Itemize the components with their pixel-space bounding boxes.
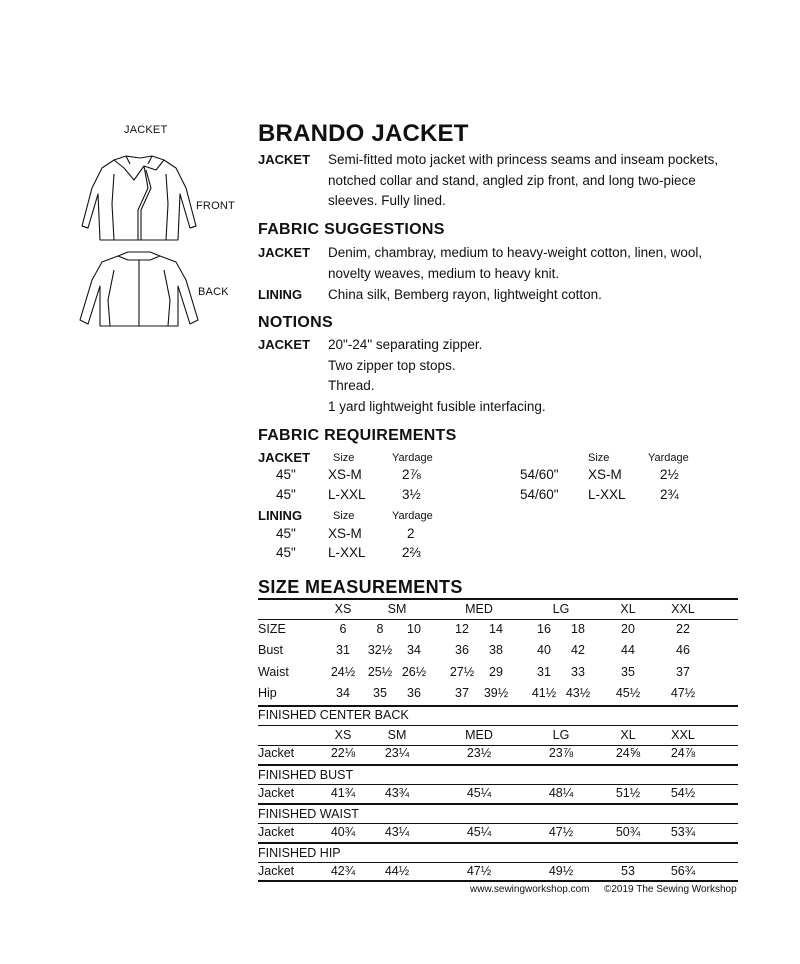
table-cell: 40 (537, 643, 551, 657)
table-cell: 33 (571, 665, 585, 679)
row-label: Jacket (258, 746, 295, 760)
req-size: L-XXL (328, 487, 366, 502)
footer-website: www.sewingworkshop.com (470, 884, 590, 895)
req-width: 45" (276, 545, 296, 560)
table-cell: 53¾ (670, 825, 696, 839)
table-cell: 38 (489, 643, 503, 657)
finished-bust-heading: FINISHED BUST (258, 768, 354, 782)
table-rule (258, 705, 738, 707)
jacket-back-sketch (74, 250, 204, 330)
req-width: 54/60" (520, 467, 559, 482)
table-rule (258, 598, 738, 600)
notions-line: Thread. (328, 378, 375, 393)
req-width: 45" (276, 487, 296, 502)
finished-center-back-heading: FINISHED CENTER BACK (258, 708, 409, 722)
req-yardage: 2½ (660, 467, 679, 482)
table-cell: 37 (676, 665, 690, 679)
sketch-label-front: FRONT (196, 200, 235, 212)
requirements-jacket-label: JACKET (258, 450, 311, 465)
req-yardage: 2 (407, 526, 415, 541)
table-cell: 36 (407, 686, 421, 700)
table-cell: 51½ (615, 786, 641, 800)
table-cell: 34 (407, 643, 421, 657)
group-header: LG (552, 728, 570, 742)
table-cell: 29 (489, 665, 503, 679)
group-header: SM (387, 602, 407, 616)
req-width: 54/60" (520, 487, 559, 502)
description-line: notched collar and stand, angled zip front, and long two-piece (328, 172, 696, 188)
table-cell: 18 (571, 622, 585, 636)
requirements-lining-label: LINING (258, 508, 303, 523)
requirements-size-head-3: Size (333, 510, 355, 522)
description-line: sleeves. Fully lined. (328, 193, 446, 208)
fabric-jacket-text (328, 243, 702, 284)
group-header: XXL (671, 602, 695, 616)
size-measurements-heading: SIZE MEASUREMENTS (258, 577, 463, 597)
table-cell: 43½ (565, 686, 591, 700)
table-cell: 24⅝ (615, 746, 641, 760)
table-cell: 45½ (615, 686, 641, 700)
group-header: MED (465, 602, 493, 616)
requirements-size-head-2: Size (588, 452, 610, 464)
table-cell: 45¼ (466, 786, 492, 800)
table-rule (258, 862, 738, 863)
table-cell: 26½ (401, 665, 427, 679)
fabric-requirements-heading: FABRIC REQUIREMENTS (258, 427, 457, 444)
req-yardage: 3½ (402, 487, 421, 502)
table-cell: 35 (621, 665, 635, 679)
table-cell: 14 (489, 622, 503, 636)
fabric-jacket-line: novelty weaves, medium to heavy knit. (328, 265, 560, 281)
table-cell: 10 (407, 622, 421, 636)
table-cell: 31 (336, 643, 350, 657)
req-width: 45" (276, 467, 296, 482)
group-header: XS (334, 602, 352, 616)
table-cell: 24½ (330, 665, 356, 679)
group-header: XL (620, 602, 636, 616)
table-cell: 41¾ (330, 786, 356, 800)
table-cell: 27½ (449, 665, 475, 679)
table-rule (258, 880, 738, 882)
notions-text (328, 335, 546, 417)
req-width: 45" (276, 526, 296, 541)
req-size: XS-M (328, 526, 362, 541)
row-label: SIZE (258, 622, 286, 636)
table-cell: 47½ (548, 825, 574, 839)
fabric-jacket-label: JACKET (258, 245, 311, 260)
row-label: Waist (258, 665, 289, 679)
table-cell: 23¼ (384, 746, 410, 760)
description-line: Semi-fitted moto jacket with princess seams and inseam pockets, (328, 152, 719, 167)
sketch-label-jacket: JACKET (124, 124, 168, 136)
table-rule (258, 784, 738, 785)
table-cell: 43¾ (384, 786, 410, 800)
req-size: XS-M (328, 467, 362, 482)
finished-hip-heading: FINISHED HIP (258, 846, 341, 860)
table-cell: 35 (373, 686, 387, 700)
table-cell: 50¾ (615, 825, 641, 839)
table-cell: 42 (571, 643, 585, 657)
table-cell: 43¼ (384, 825, 410, 839)
req-size: L-XXL (328, 545, 366, 560)
table-cell: 24⅞ (670, 746, 696, 760)
table-cell: 8 (376, 622, 384, 636)
table-cell: 36 (455, 643, 469, 657)
fabric-lining-text: China silk, Bemberg rayon, lightweight cotton. (328, 287, 602, 302)
req-yardage: 2⅞ (402, 467, 421, 482)
table-cell: 25½ (367, 665, 393, 679)
table-cell: 22⅛ (330, 746, 356, 760)
table-cell: 20 (621, 622, 635, 636)
notions-line: Two zipper top stops. (328, 357, 456, 373)
table-cell: 47½ (466, 864, 492, 878)
table-cell: 45¼ (466, 825, 492, 839)
table-cell: 42¾ (330, 864, 356, 878)
group-header: XL (620, 728, 636, 742)
table-cell: 56¾ (670, 864, 696, 878)
table-cell: 44½ (384, 864, 410, 878)
table-cell: 23½ (466, 746, 492, 760)
table-cell: 41½ (531, 686, 557, 700)
row-label: Bust (258, 643, 284, 657)
table-cell: 23⅞ (548, 746, 574, 760)
finished-waist-heading: FINISHED WAIST (258, 807, 359, 821)
requirements-yardage-head-2: Yardage (648, 452, 689, 464)
table-rule (258, 823, 738, 824)
notions-line: 1 yard lightweight fusible interfacing. (328, 398, 546, 414)
table-cell: 22 (676, 622, 690, 636)
row-label: Jacket (258, 786, 295, 800)
table-cell: 31 (537, 665, 551, 679)
notions-line: 20"-24" separating zipper. (328, 337, 483, 352)
table-rule (258, 725, 738, 726)
group-header: SM (387, 728, 407, 742)
requirements-size-head: Size (333, 452, 355, 464)
table-rule (258, 842, 738, 844)
req-yardage: 2¾ (660, 487, 679, 502)
table-cell: 37 (455, 686, 469, 700)
row-label: Hip (258, 686, 277, 700)
table-cell: 16 (537, 622, 551, 636)
table-cell: 39½ (483, 686, 509, 700)
table-cell: 49½ (548, 864, 574, 878)
table-cell: 40¾ (330, 825, 356, 839)
fabric-suggestions-heading: FABRIC SUGGESTIONS (258, 221, 445, 238)
table-rule (258, 764, 738, 766)
fabric-lining-label: LINING (258, 287, 303, 302)
group-header: MED (465, 728, 493, 742)
table-cell: 53 (621, 864, 635, 878)
group-header: XXL (671, 728, 695, 742)
req-size: L-XXL (588, 487, 626, 502)
jacket-front-sketch (74, 148, 204, 248)
table-rule (258, 803, 738, 805)
table-cell: 48¼ (548, 786, 574, 800)
page-title: BRANDO JACKET (258, 120, 469, 147)
table-cell: 46 (676, 643, 690, 657)
table-rule (258, 619, 738, 620)
table-cell: 34 (336, 686, 350, 700)
footer-copyright: ©2019 The Sewing Workshop (604, 884, 737, 895)
sketch-label-back: BACK (198, 286, 229, 298)
requirements-yardage-head: Yardage (392, 452, 433, 464)
table-cell: 32½ (367, 643, 393, 657)
table-cell: 54½ (670, 786, 696, 800)
req-yardage: 2⅔ (402, 545, 421, 560)
row-label: Jacket (258, 825, 295, 839)
table-cell: 6 (339, 622, 347, 636)
group-header: XS (334, 728, 352, 742)
table-cell: 44 (621, 643, 635, 657)
row-label: Jacket (258, 864, 295, 878)
fabric-jacket-line: Denim, chambray, medium to heavy-weight cotton, linen, wool, (328, 245, 703, 260)
req-size: XS-M (588, 467, 622, 482)
table-cell: 47½ (670, 686, 696, 700)
description-label: JACKET (258, 152, 311, 167)
description-text (328, 150, 718, 212)
requirements-yardage-head-3: Yardage (392, 510, 433, 522)
group-header: LG (552, 602, 570, 616)
table-cell: 12 (455, 622, 469, 636)
notions-label: JACKET (258, 337, 311, 352)
notions-heading: NOTIONS (258, 314, 333, 331)
